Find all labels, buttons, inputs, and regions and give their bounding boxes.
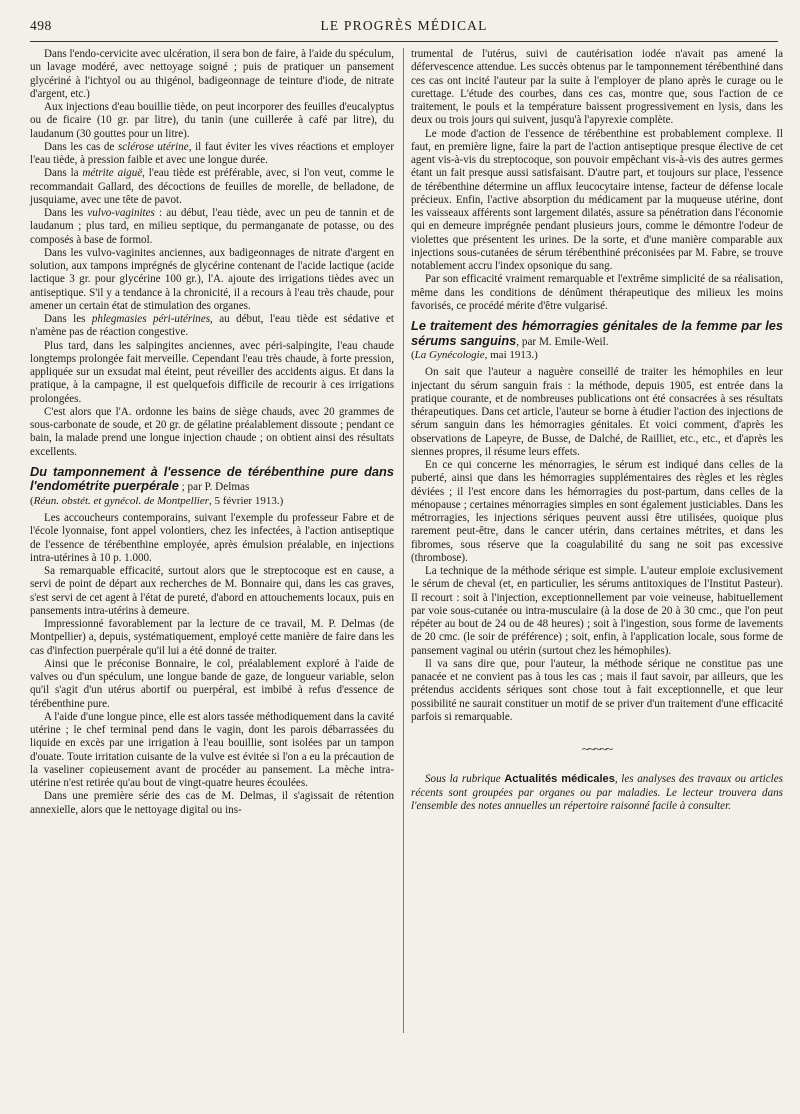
paragraph: Aux injections d'eau bouillie tiède, on peut incorporer des feuilles d'eucalyptus ou de ficaire (10 gr. par litre), du tanin (une cuillerée à café par litre), du laudanum (30 gouttes pour un litre). — [30, 101, 394, 140]
paragraph: Dans les cas de sclérose utérine, il faut éviter les vives réactions et employer l'eau tiède, à pression faible et avec une longue durée. — [30, 140, 395, 166]
paragraph: On sait que l'auteur a naguère conseillé de traiter les hémophiles en leur injectant du sérum sanguin frais : la méthode, depuis 1905, est entrée dans la pratique courante, et de nombreuses publications ont été consacrées à ses résultats thérapeutiques. Dans cet article, l'auteur se borne à étudier l'action des injections de sérum sanguin dans les hémorragies génitales. Et voici comment, d'après les observations de Lapeyre, de Busse, de Dalché, de Railliet, etc., etc., et d'après les siennes propres, il résume leurs effets. — [411, 366, 783, 458]
paragraph: Dans l'endo-cervicite avec ulcération, il sera bon de faire, à l'aide du spéculum, un lavage modéré, avec nettoyage soigné ; puis de pratiquer un pansement glycériné à l'ichtyol ou au thigénol, badigeonnage de teinture d'iode, de nitrate d'argent, etc.) — [30, 48, 394, 100]
page-header — [30, 18, 778, 42]
paragraph: Plus tard, dans les salpingites anciennes, avec péri-salpingite, l'eau chaude longtemps prolongée fait merveille. Cependant l'eau très chaude, à forte pression, appliquée sur un exsudat mal éteint, peut réveiller des accidents aigus. Et dans la pratique, à la campagne, il est quelquefois difficile de recourir à ces irrigations prolongées. — [30, 339, 394, 405]
paragraph: Les accoucheurs contemporains, suivant l'exemple du professeur Fabre et de l'école lyonnaise, font appel volontiers, chez les infectées, à l'action antiseptique de l'essence de térébenthine employée, après émulsion préalable, en injections intra-utérines à 10 p. 1.000. — [30, 512, 394, 564]
paragraph: Dans les vulvo-vaginites : au début, l'eau tiède, avec un peu de tannin et de laudanum ; plus tard, en milieu septique, du permanganate de potasse, ou des composés à base de formol. — [30, 207, 394, 246]
column-divider — [403, 48, 404, 1033]
right-column — [411, 48, 783, 814]
paragraph: La technique de la méthode sérique est simple. L'auteur emploie exclusivement le sérum de cheval (et, en particulier, les sérums antitoxiques de l'Institut Pasteur). Il recourt : soit à l'injection, exceptionnellement par voie veineuse, habituellement par voie sous-cutanée ou intra-musculaire (à la dose de 20 à 30 cmc., que l'on peut répéter au bout de 24 ou de 48 heures) ; soit à l'ingestion, sous forme de lavements de 20 cmc. (le soir de préférence) ; soit, enfin, à l'application locale, sous forme de pansement vaginal ou utérin (surtout chez les hémophiles). — [411, 565, 783, 657]
running-title: LE PROGRÈS MÉDICAL — [320, 18, 488, 33]
paragraph: Dans la métrite aiguë, l'eau tiède est préférable, avec, si l'on veut, comme le recommandait Gallard, des décoctions de feuilles de morelle, de belladone, de jusquiame, avec une tête de pavot. — [30, 167, 394, 206]
header-rule — [30, 41, 778, 42]
paragraph: Dans les phlegmasies péri-utérines, au début, l'eau tiède est sédative et n'amène pas de réaction congestive. — [30, 313, 394, 339]
paragraph: Dans les vulvo-vaginites anciennes, aux badigeonnages de nitrate d'argent en solution, aux tampons imprégnés de glycérine contenant de l'acide lactique (acide lactique 3 gr. pour glycérine 100 gr.), l'A. ajoute des irrigations tièdes avec un antiseptique. S'il y a tendance à la chronicité, il a recours à l'eau très chaude, pour amener un certain état de stimulation des organes. — [30, 246, 394, 312]
left-column — [30, 48, 394, 817]
editorial-note: Sous la rubrique Actualités médicales, les analyses des travaux ou articles récents sont groupées par organes ou par maladies. Le lecteur trouvera dans l'ensemble des notes annuelles un répertoire raisonné facile à consulter. — [411, 773, 783, 813]
article-heading: Le traitement des hémorragies génitales de la femme par les sérums sanguins, par M. Emile-Weil. — [411, 318, 783, 348]
page-number: 498 — [30, 18, 52, 33]
paragraph: Par son efficacité vraiment remarquable et l'extrême simplicité de sa réalisation, même dans les conditions de dénûment thérapeutique des milieux les moins favorisés, ce procédé mérite d'être vulgarisé. — [411, 273, 783, 312]
paragraph: Dans une première série des cas de M. Delmas, il s'agissait de rétention annexielle, alors que le nettoyage digital ou ins- — [30, 790, 394, 816]
article-source: (La Gynécologie, mai 1913.) — [411, 349, 538, 362]
paragraph: Sa remarquable efficacité, surtout alors que le streptocoque est en cause, a servi de point de départ aux recherches de M. Bonnaire qui, dans les cas graves, s'est servi de cet agent à l'état de pureté, d'abord en attouchements locaux, puis en pansements intra-utérins à demeure. — [30, 565, 394, 617]
article-source: (Réun. obstét. et gynécol. de Montpellier, 5 février 1913.) — [30, 494, 284, 507]
paragraph: Il va sans dire que, pour l'auteur, la méthode sérique ne constitue pas une panacée et ne convient pas à tous les cas ; mais il faut savoir, par ailleurs, que les prétendus accidents sériques sont chose tout à fait exceptionnelle, et que leur possibilité ne saurait constituer un motif de se priver d'un traitement d'une efficacité parfois si remarquable. — [411, 657, 783, 723]
paragraph: A l'aide d'une longue pince, elle est alors tassée méthodiquement dans la cavité utérine ; le chef terminal pend dans le vagin, dont les parois débarrassées du liquide en excès par une irrigation à l'eau bouillie, sont isolées par un tampon d'ouate. Toute irritation cuisante de la vulve est évitée si l'on a eu la précaution de la vaseliner copieusement avant de procéder au pansement. La mèche intra-utérine n'est retirée qu'au bout de vingt-quatre heures écoulées. — [30, 710, 394, 790]
paragraph: C'est alors que l'A. ordonne les bains de siège chauds, avec 20 grammes de sous-carbonate de soude, et 20 gr. de gélatine préalablement dissoute ; pendant ce bain, la malade prend une longue injection chaude ; on obtient ainsi des résultats excellents. — [30, 405, 394, 458]
paragraph: Le mode d'action de l'essence de térébenthine est probablement complexe. Il faut, en première ligne, faire la part de l'action antiseptique presque élective de cet agent vis-à-vis du streptocoque, son pouvoir empêchant vis-à-vis des autres germes étant un fait presque aussi satisfaisant. D'autre part, et toujours sur place, l'essence de térébenthine détermine un afflux leucocytaire intense, facteur de défense locale précieux. Enfin, l'active absorption du médicament par la muqueuse utérine, dont les vaisseaux afférents sont largement dilatés, assure sa pénétration dans l'économie qui en demeure imprégnée pendant plusieurs jours, comme le démontre l'odeur de violettes que présentent les urines. De la sorte, et d'une manière comparable aux injections sous-cutanées de sérum térébenthiné préconisées par M. Fabre, se trouve notablement accru l'index opsonique du sang. — [411, 127, 783, 272]
paragraph: En ce qui concerne les ménorragies, le sérum est indiqué dans celles de la puberté, ainsi que dans les hémorragies supplémentaires des règles et les règles déviées ; il l'est encore dans les hémorragies du post-partum, dans celles de la ménopause ; certaines ménorragies simples en sont également justiciables. Dans les métrorragies, les injections sériques peuvent aussi être utilisées, quoique plus rarement peut-être, dans le cancer utérin, dans certaines métrites, et dans les fibromes, sous réserve que la coagulabilité du sang ne soit pas excessive (thrombose). — [411, 459, 783, 564]
paragraph: Ainsi que le préconise Bonnaire, le col, préalablement exploré à l'aide de valves ou d'un spéculum, une longue bande de gaze, de longueur variable, selon qu'il s'agit d'un utérus abortif ou puerpéral, est imbibé à refus d'essence de térébenthine pure. — [30, 657, 394, 710]
article-heading: Du tamponnement à l'essence de térébenthine pure dans l'endométrite puerpérale ; par P. Delmas — [30, 463, 394, 494]
paragraph: Impressionné favorablement par la lecture de ce travail, M. P. Delmas (de Montpellier) a, depuis, systématiquement, employé cette manière de faire dans les cas d'infection puerpérale qu'il lui a été donné de traiter. — [30, 618, 394, 657]
paragraph: trumental de l'utérus, suivi de cautérisation iodée n'avait pas amené la défervescence attendue. Les succès obtenus par le tamponnement térébenthiné dans ces cas ont incité l'auteur par la suite à l'employer de plano après le curage ou le curettage. L'étude des courbes, dans ces cas, montre que, sous l'action de ce traitement, le pouls et la température baissent progressivement en lysis, dans les deux ou trois jours qui suivent, jusqu'à l'apyrexie complète. — [411, 48, 783, 127]
ornament-divider: ~~~~~ — [581, 741, 613, 757]
